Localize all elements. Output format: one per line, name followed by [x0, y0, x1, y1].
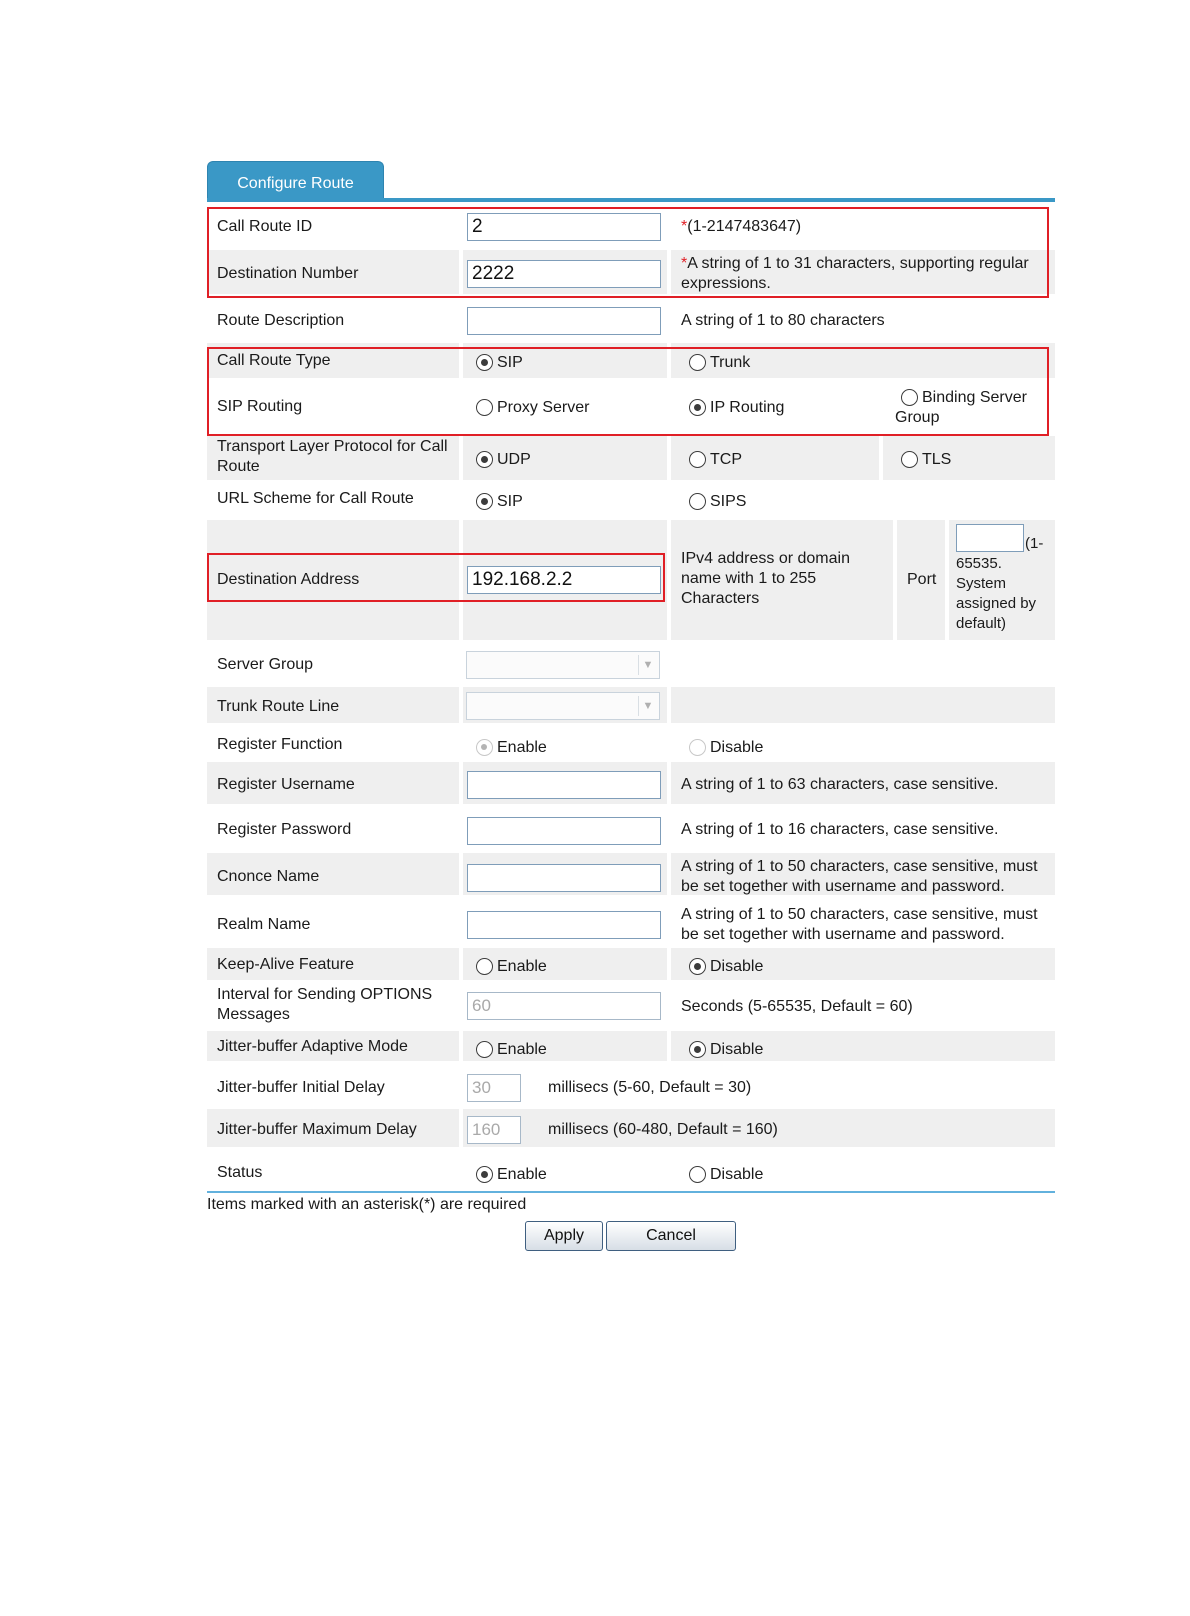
trunk-route-line-select[interactable] — [466, 692, 660, 720]
tab-configure-route[interactable]: Configure Route — [207, 161, 384, 201]
apply-button[interactable]: Apply — [525, 1221, 603, 1251]
row-bg — [463, 948, 667, 980]
register-password-label: Register Password — [217, 821, 352, 838]
keep-alive-enable-radio[interactable] — [476, 958, 493, 975]
transport-udp-label: UDP — [497, 451, 531, 468]
jitter-adaptive-disable-label: Disable — [710, 1041, 764, 1058]
destination-address-label: Destination Address — [217, 571, 360, 588]
jitter-initial-hint: millisecs (5-60, Default = 30) — [548, 1079, 752, 1096]
cancel-button[interactable]: Cancel — [606, 1221, 736, 1251]
row-bg — [671, 687, 1055, 723]
highlight-box-id-number — [207, 207, 1049, 298]
keep-alive-label: Keep-Alive Feature — [217, 956, 354, 973]
jitter-max-hint: millisecs (60-480, Default = 160) — [548, 1121, 778, 1138]
url-scheme-sip-radio[interactable] — [476, 493, 493, 510]
url-scheme-sip-label: SIP — [497, 493, 523, 510]
route-description-input[interactable] — [467, 307, 661, 335]
destination-number-label: Destination Number — [217, 265, 359, 282]
highlight-box-destination-address — [207, 553, 665, 602]
transport-tcp-radio[interactable] — [689, 451, 706, 468]
url-scheme-sips-radio[interactable] — [689, 493, 706, 510]
status-disable-label: Disable — [710, 1166, 764, 1183]
jitter-max-input[interactable] — [467, 1116, 521, 1144]
cnonce-name-label: Cnonce Name — [217, 868, 320, 885]
register-enable-label: Enable — [497, 739, 547, 756]
call-route-id-label: Call Route ID — [217, 218, 313, 235]
required-note: Items marked with an asterisk(*) are required — [207, 1196, 527, 1213]
keep-alive-disable-label: Disable — [710, 958, 764, 975]
jitter-max-label: Jitter-buffer Maximum Delay — [217, 1121, 417, 1138]
sip-routing-proxy-label: Proxy Server — [497, 399, 590, 416]
status-enable-radio[interactable] — [476, 1166, 493, 1183]
chevron-down-icon: ▼ — [638, 655, 657, 675]
tab-underline — [207, 198, 1055, 202]
jitter-adaptive-disable-radio[interactable] — [689, 1041, 706, 1058]
status-label: Status — [217, 1164, 263, 1181]
status-enable-label: Enable — [497, 1166, 547, 1183]
register-username-input[interactable] — [467, 771, 661, 799]
register-function-label: Register Function — [217, 736, 343, 753]
trunk-route-line-label: Trunk Route Line — [217, 698, 340, 715]
jitter-initial-input[interactable] — [467, 1074, 521, 1102]
route-description-hint: A string of 1 to 80 characters — [681, 312, 885, 329]
options-interval-label: Interval for Sending OPTIONS Messages — [217, 986, 433, 1023]
destination-address-hint: IPv4 address or domain name with 1 to 255 Characters — [681, 550, 850, 607]
call-route-type-label: Call Route Type — [217, 352, 331, 369]
highlight-box-route-type — [207, 347, 1049, 436]
realm-name-label: Realm Name — [217, 916, 311, 933]
server-group-label: Server Group — [217, 656, 314, 673]
keep-alive-disable-radio[interactable] — [689, 958, 706, 975]
port-label: Port — [907, 571, 937, 588]
cnonce-name-input[interactable] — [467, 864, 661, 892]
port-hint: (1-65535. System assigned by default) — [956, 535, 1044, 632]
sip-routing-label: SIP Routing — [217, 398, 303, 415]
transport-protocol-label: Transport Layer Protocol for Call Route — [217, 438, 448, 475]
route-description-label: Route Description — [217, 312, 345, 329]
transport-tls-radio[interactable] — [901, 451, 918, 468]
realm-name-input[interactable] — [467, 911, 661, 939]
sip-routing-ip-label: IP Routing — [710, 399, 785, 416]
call-route-id-hint: *(1-2147483647) — [681, 218, 802, 235]
options-interval-hint: Seconds (5-65535, Default = 60) — [681, 998, 913, 1015]
sip-routing-binding-label: Binding Server Group — [895, 389, 1027, 426]
jitter-adaptive-enable-radio[interactable] — [476, 1041, 493, 1058]
cnonce-name-hint: A string of 1 to 50 characters, case sensitive, must be set together with username and password. — [681, 858, 1038, 895]
register-password-hint: A string of 1 to 16 characters, case sensitive. — [681, 821, 999, 838]
call-route-type-trunk-label: Trunk — [710, 354, 751, 371]
url-scheme-sips-label: SIPS — [710, 493, 747, 510]
status-disable-radio[interactable] — [689, 1166, 706, 1183]
register-disable-label: Disable — [710, 739, 764, 756]
register-enable-radio[interactable] — [476, 739, 493, 756]
register-username-hint: A string of 1 to 63 characters, case sensitive. — [681, 776, 999, 793]
transport-udp-radio[interactable] — [476, 451, 493, 468]
transport-tcp-label: TCP — [710, 451, 742, 468]
jitter-initial-label: Jitter-buffer Initial Delay — [217, 1079, 385, 1096]
realm-name-hint: A string of 1 to 50 characters, case sensitive, must be set together with username and password. — [681, 906, 1038, 943]
keep-alive-enable-label: Enable — [497, 958, 547, 975]
row-bg — [463, 436, 667, 480]
url-scheme-label: URL Scheme for Call Route — [217, 490, 414, 507]
server-group-select[interactable] — [466, 651, 660, 679]
options-interval-input[interactable] — [467, 992, 661, 1020]
transport-tls-label: TLS — [922, 451, 952, 468]
form-bottom-divider — [207, 1191, 1055, 1193]
call-route-type-sip-label: SIP — [497, 354, 523, 371]
jitter-adaptive-enable-label: Enable — [497, 1041, 547, 1058]
chevron-down-icon: ▼ — [638, 696, 657, 716]
register-password-input[interactable] — [467, 817, 661, 845]
jitter-adaptive-label: Jitter-buffer Adaptive Mode — [217, 1038, 408, 1055]
register-disable-radio[interactable] — [689, 739, 706, 756]
row-bg — [463, 1031, 667, 1061]
register-username-label: Register Username — [217, 776, 355, 793]
destination-number-hint: *A string of 1 to 31 characters, supporting regular expressions. — [681, 255, 1029, 292]
